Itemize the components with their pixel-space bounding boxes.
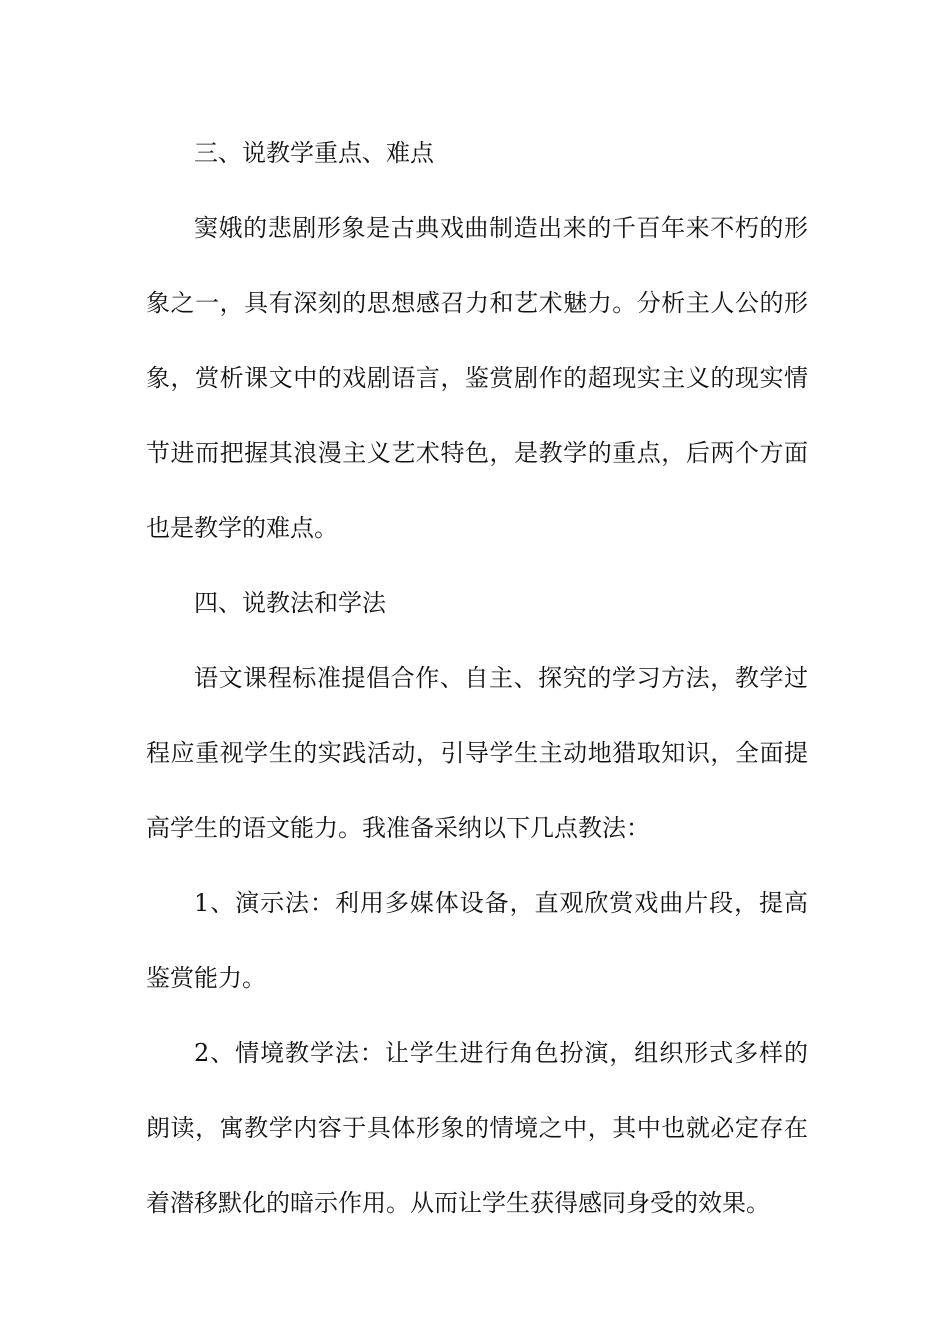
list-item-demonstration-method: 1、演示法：利用多媒体设备，直观欣赏戏曲片段，提高鉴赏能力。 [146, 889, 808, 992]
document-body [146, 116, 808, 1241]
list-item-situational-method: 2、情境教学法：让学生进行角色扮演，组织形式多样的朗读，寓教学内容于具体形象的情境之中，其中也就必定存在着潜移默化的暗示作用。从而让学生获得感同身受的效果。 [146, 1039, 808, 1217]
paragraph-key-points-body: 窦娥的悲剧形象是古典戏曲制造出来的千百年来不朽的形象之一，具有深刻的思想感召力和艺术魅力。分析主人公的形象，赏析课文中的戏剧语言，鉴赏剧作的超现实主义的现实情节进而把握其浪漫主义艺术特色，是教学的重点，后两个方面也是教学的难点。 [146, 214, 808, 542]
paragraph-methods-intro: 语文课程标准提倡合作、自主、探究的学习方法，教学过程应重视学生的实践活动，引导学生主动地猎取知识，全面提高学生的语文能力。我准备采纳以下几点教法： [146, 664, 808, 842]
section-heading-methods: 四、说教法和学法 [194, 589, 386, 617]
section-heading-key-points: 三、说教学重点、难点 [194, 139, 434, 167]
